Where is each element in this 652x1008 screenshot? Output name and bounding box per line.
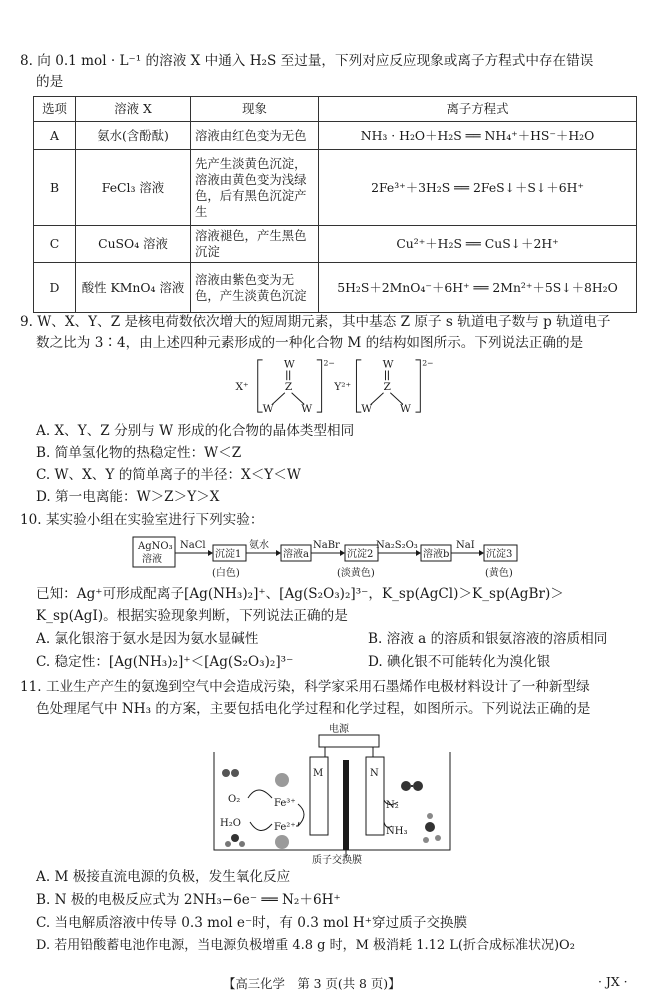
flow-box: 沉淀2 (347, 549, 374, 560)
atom-w: W (262, 402, 274, 416)
table-row (34, 226, 637, 263)
start-solution-line2: 溶液 (142, 554, 162, 565)
q8-stem-line1: 8. 向 0.1 mol · L⁻¹ 的溶液 X 中通入 H₂S 至过量，下列对应反应现象或离子方程式中存在错误 (20, 53, 594, 69)
q10-known-line2: K_sp(AgI)。根据实验现象判断，下列说法正确的是 (36, 608, 348, 624)
atom-w: W (301, 402, 313, 416)
table-row (34, 150, 637, 226)
table-header: 离子方程式 (319, 97, 637, 122)
table-row (34, 263, 637, 313)
q9-stem-line2: 数之比为 3∶4，由上述四种元素形成的一种化合物 M 的结构如图所示。下列说法正确的是 (36, 335, 584, 351)
option-cell: C (34, 226, 76, 263)
solution-cell: CuSO₄ 溶液 (76, 226, 191, 263)
membrane-label: 质子交换膜 (312, 855, 362, 864)
option-cell: A (34, 122, 76, 150)
table-header-row (34, 97, 637, 122)
electrolysis-diagram (206, 722, 456, 864)
q9-option-d: D. 第一电离能：W＞Z＞Y＞X (36, 489, 220, 505)
table-row (34, 122, 637, 150)
n2-label: N₂ (386, 800, 399, 811)
reagent-label: NaBr (313, 540, 340, 551)
phenomenon-cell: 先产生淡黄色沉淀，溶液由黄色变为浅绿色，后有黑色沉淀产生 (191, 150, 319, 226)
q9-stem-line1: 9. W、X、Y、Z 是核电荷数依次增大的短周期元素，其中基态 Z 原子 s 轨道电子数与 p 轨道电子 (20, 314, 611, 330)
phenomenon-cell: 溶液由红色变为无色 (191, 122, 319, 150)
power-source-label: 电源 (329, 724, 349, 735)
q8-table (33, 96, 637, 313)
reagent-label: NaI (456, 540, 475, 551)
q11-option-c: C. 当电解质溶液中传导 0.3 mol e⁻时，有 0.3 mol H⁺穿过质子交换膜 (36, 915, 468, 931)
nh3-label: NH₃ (386, 826, 408, 837)
fe2-label: Fe²⁺ (274, 822, 296, 833)
flow-box: 溶液a (283, 549, 309, 560)
q10-known-line1: 已知：Ag⁺可形成配离子[Ag(NH₃)₂]⁺、[Ag(S₂O₃)₂]³⁻，K_sp(AgCl)＞K_sp(AgBr)＞ (36, 586, 564, 602)
o2-label: O₂ (228, 794, 241, 805)
q11-stem-line1: 11. 工业生产产生的氨逸到空气中会造成污染，科学家采用石墨烯作电极材料设计了一种新型绿 (20, 679, 590, 695)
nh3-molecule-icon (425, 822, 435, 832)
solution-cell: 酸性 KMnO₄ 溶液 (76, 263, 191, 313)
experiment-flowchart (132, 535, 532, 581)
atom-w: W (361, 402, 373, 416)
q10-stem: 10. 某实验小组在实验室进行下列实验： (20, 512, 264, 528)
q11-option-a: A. M 极接直流电源的负极，发生氧化反应 (36, 869, 291, 885)
h2o-molecule-icon (225, 841, 231, 847)
o2-molecule-icon (222, 769, 230, 777)
phenomenon-cell: 溶液由紫色变为无色，产生淡黄色沉淀 (191, 263, 319, 313)
footer-code: · JX · (598, 974, 628, 989)
table-header: 溶液 X (76, 97, 191, 122)
atom-w: W (400, 402, 411, 416)
solution-cell: FeCl₃ 溶液 (76, 150, 191, 226)
equation-cell: 5H₂S＋2MnO₄⁻＋6H⁺ ══ 2Mn²⁺＋5S↓＋8H₂O (319, 263, 637, 313)
charge-label: 2− (422, 358, 434, 368)
q10-option-b: B. 溶液 a 的溶质和银氨溶液的溶质相同 (368, 631, 608, 647)
q10-option-a: A. 氯化银溶于氨水是因为氨水显碱性 (36, 631, 259, 647)
electrode-m-label: M (313, 768, 324, 779)
flow-box: 溶液b (423, 549, 450, 560)
color-note: (白色) (212, 568, 240, 579)
equation-cell: Cu²⁺＋H₂S ══ CuS↓＋2H⁺ (319, 226, 637, 263)
q10-option-d: D. 碘化银不可能转化为溴化银 (368, 654, 551, 670)
atom-w: W (382, 357, 394, 371)
charge-label: 2− (323, 358, 335, 368)
electrode-n-label: N (370, 768, 379, 779)
q10-option-c: C. 稳定性：[Ag(NH₃)₂]⁺＜[Ag(S₂O₃)₂]³⁻ (36, 654, 294, 670)
q9-option-a: A. X、Y、Z 分别与 W 形成的化合物的晶体类型相同 (36, 423, 355, 439)
n2-molecule-icon (401, 781, 411, 791)
h2o-label: H₂O (220, 818, 241, 829)
equation-cell: 2Fe³⁺＋3H₂S ══ 2FeS↓＋S↓＋6H⁺ (319, 150, 637, 226)
fe3-ion-icon (275, 773, 289, 787)
q9-option-b: B. 简单氢化物的热稳定性：W＜Z (36, 445, 242, 461)
fe3-label: Fe³⁺ (274, 798, 296, 809)
atom-z: Z (383, 379, 391, 393)
footer-page-info: 【高三化学 第 3 页(共 8 页)】 (223, 976, 401, 991)
solution-cell: 氨水(含酚酞) (76, 122, 191, 150)
table-header: 现象 (191, 97, 319, 122)
q9-option-c: C. W、X、Y 的简单离子的半径：X＜Y＜W (36, 467, 301, 483)
table-header: 选项 (34, 97, 76, 122)
q8-stem-line2: 的是 (36, 74, 64, 90)
q11-option-d: D. 若用铅酸蓄电池作电源，当电源负极增重 4.8 g 时，M 极消耗 1.12 L(折合成标准状况)O₂ (36, 938, 575, 953)
color-note: (黄色) (485, 568, 513, 579)
flow-box: 沉淀1 (215, 549, 242, 560)
compound-m-structure (230, 356, 450, 416)
cation-y-label: Y²⁺ (334, 379, 352, 393)
atom-w: W (283, 357, 295, 371)
q11-stem-line2: 色处理尾气中 NH₃ 的方案，主要包括电化学过程和化学过程，如图所示。下列说法正确的是 (36, 701, 591, 717)
cation-x-label: X⁺ (235, 379, 249, 393)
equation-cell: NH₃ · H₂O＋H₂S ══ NH₄⁺＋HS⁻＋H₂O (319, 122, 637, 150)
start-solution-line1: AgNO₃ (138, 541, 173, 552)
color-note: (淡黄色) (337, 568, 375, 579)
proton-exchange-membrane (343, 760, 349, 850)
flow-box: 沉淀3 (486, 549, 513, 560)
q11-option-b: B. N 极的电极反应式为 2NH₃−6e⁻ ══ N₂＋6H⁺ (36, 892, 341, 908)
fe2-ion-icon (275, 835, 289, 849)
option-cell: D (34, 263, 76, 313)
reagent-label: Na₂S₂O₃ (376, 540, 418, 551)
phenomenon-cell: 溶液褪色，产生黑色沉淀 (191, 226, 319, 263)
reagent-label: NaCl (180, 540, 206, 551)
option-cell: B (34, 150, 76, 226)
reagent-label: 氨水 (249, 540, 269, 551)
atom-z: Z (284, 379, 293, 393)
